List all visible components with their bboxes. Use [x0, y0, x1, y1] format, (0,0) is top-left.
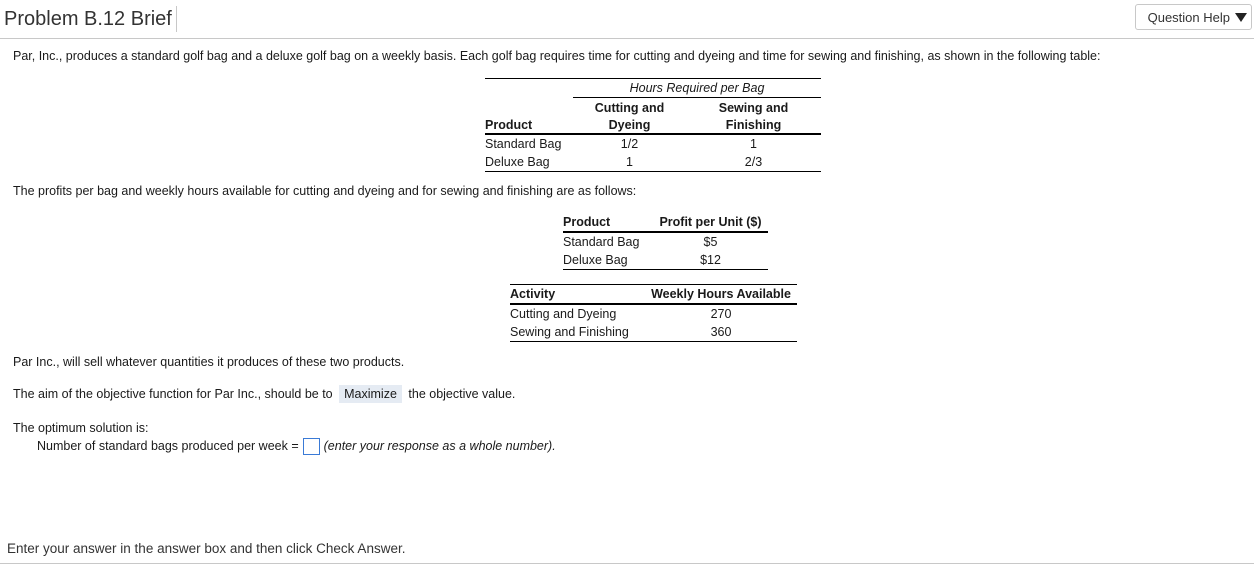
- col-product-header: Product: [485, 117, 533, 132]
- row-sew-hours: 2/3: [744, 155, 763, 169]
- col-cutting-line1: Cutting and: [594, 101, 665, 115]
- row-activity: Sewing and Finishing: [510, 325, 629, 339]
- table-row: [563, 251, 768, 270]
- std-bags-answer-input[interactable]: [303, 438, 320, 455]
- aim-prefix: The aim of the objective function for Par Inc., should be to: [13, 387, 333, 401]
- col-activity-header: Activity: [510, 287, 556, 301]
- row-profit: $5: [703, 235, 718, 249]
- question-help-label: Question Help: [1147, 9, 1230, 25]
- question-help-button[interactable]: [1135, 4, 1252, 30]
- footer-instruction: Enter your answer in the answer box and then click Check Answer.: [7, 541, 406, 556]
- dropdown-triangle-icon: [1235, 13, 1247, 22]
- table-row: [563, 232, 768, 251]
- hours-available-table: [510, 284, 797, 342]
- hours-required-table: [485, 78, 821, 172]
- problem-intro: Par, Inc., produces a standard golf bag and a deluxe golf bag on a weekly basis. Each golf bag requires time for cutting and dyeing and time for sewing and finishing, as shown in the following table:: [13, 49, 1101, 63]
- col-sewing-line2: Finishing: [725, 117, 782, 132]
- optimum-label: The optimum solution is:: [13, 421, 149, 435]
- table-row: [485, 134, 821, 153]
- sell-statement: Par Inc., will sell whatever quantities it produces of these two products.: [13, 355, 405, 369]
- row-sew-hours: 1: [750, 137, 757, 151]
- aim-statement: [13, 385, 515, 403]
- std-bags-line: [37, 438, 556, 455]
- aim-dropdown[interactable]: Maximize: [339, 385, 402, 403]
- table-row: [510, 323, 797, 342]
- row-cut-hours: 1: [626, 155, 633, 169]
- row-hours: 360: [710, 325, 732, 339]
- aim-suffix: the objective value.: [408, 387, 516, 401]
- footer-bar: [0, 538, 1254, 564]
- col-product-header: Product: [563, 215, 611, 229]
- row-product: Standard Bag: [485, 137, 562, 151]
- response-hint: (enter your response as a whole number).: [323, 438, 556, 453]
- row-product: Deluxe Bag: [563, 253, 628, 267]
- row-product: Standard Bag: [563, 235, 640, 249]
- row-hours: 270: [710, 307, 732, 321]
- col-profit-header: Profit per Unit ($): [659, 215, 762, 229]
- std-bags-label: Number of standard bags produced per week =: [37, 438, 299, 453]
- table-row: [510, 304, 797, 323]
- table-row: [485, 153, 821, 172]
- profit-table: [563, 213, 768, 270]
- row-profit: $12: [700, 253, 721, 267]
- col-hours-header: Weekly Hours Available: [651, 287, 791, 301]
- col-cutting-line2: Dyeing: [608, 117, 651, 132]
- col-sewing-line1: Sewing and: [718, 101, 789, 115]
- hours-group-header: Hours Required per Bag: [573, 79, 821, 98]
- row-product: Deluxe Bag: [485, 155, 550, 169]
- title-bar: [0, 0, 1254, 39]
- row-activity: Cutting and Dyeing: [510, 307, 617, 321]
- profits-intro: The profits per bag and weekly hours available for cutting and dyeing and for sewing and finishing are as follows:: [13, 184, 637, 198]
- row-cut-hours: 1/2: [620, 137, 639, 151]
- page-title: Problem B.12 Brief: [4, 6, 177, 32]
